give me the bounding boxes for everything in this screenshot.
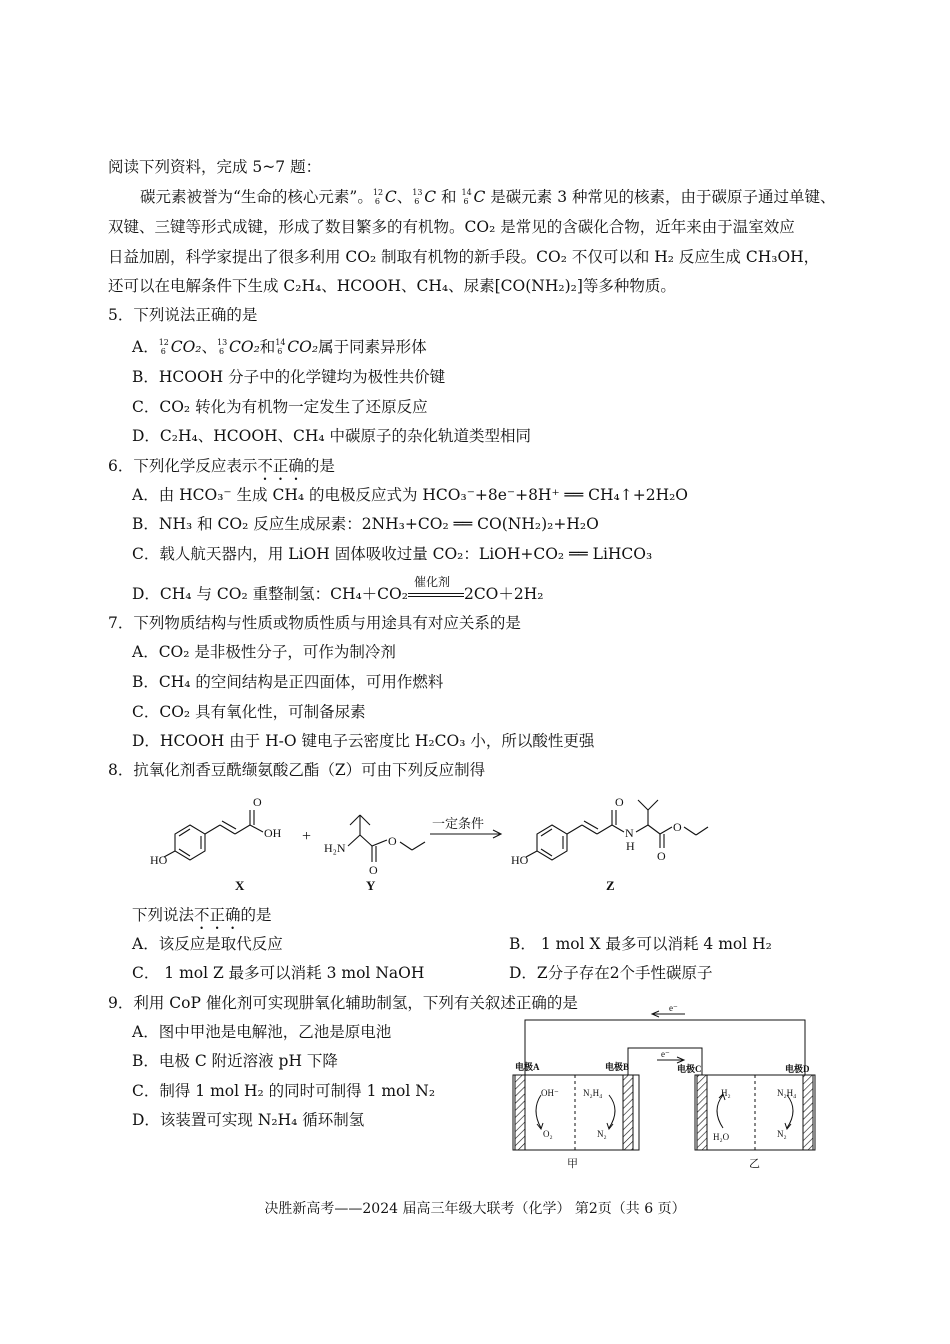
q7-option-d: D．HCOOH 由于 H-O 键电子云密度比 H₂CO₃ 小，所以酸性更强 <box>132 732 595 750</box>
svg-text:N₂H₄: N₂H₄ <box>583 1088 603 1098</box>
svg-text:e⁻: e⁻ <box>661 1049 670 1059</box>
passage-line-1: 碳元素被誉为“生命的核心元素”。 12 6 C、 13 6 C 和 14 6 C 是碳元素 3 种常见的核素，由于碳原子通过单键、 <box>140 188 836 206</box>
svg-text:HO: HO <box>511 853 529 867</box>
svg-text:O: O <box>657 849 666 863</box>
electrode-c <box>697 1075 707 1150</box>
isotope-c13: 13 6 <box>412 188 423 206</box>
q5-stem: 5．下列说法正确的是 <box>108 306 258 324</box>
svg-text:O: O <box>673 820 682 834</box>
electrolysis-diagram <box>505 1000 825 1175</box>
q6-option-d: D．CH₄ 与 CO₂ 重整制氢：CH₄＋CO₂ 催化剂 2CO＋2H₂ <box>132 575 544 603</box>
q8-option-a: A．该反应是取代反应 <box>132 935 283 953</box>
svg-text:HO: HO <box>150 853 168 867</box>
svg-text:e⁻: e⁻ <box>669 1003 678 1013</box>
svg-text:乙: 乙 <box>749 1158 760 1170</box>
passage-line-3: 日益加剧，科学家提出了很多利用 CO₂ 制取有机物的新手段。CO₂ 不仅可以和 H₂ 反应生成 CH₃OH， <box>108 248 820 266</box>
reaction-scheme <box>150 790 720 900</box>
svg-text:X: X <box>235 878 245 893</box>
q9-option-c: C．制得 1 mol H₂ 的同时可制得 1 mol N₂ <box>132 1082 436 1100</box>
q6-option-b: B．NH₃ 和 CO₂ 反应生成尿素：2NH₃+CO₂ ══ CO(NH₂)₂+H₂O <box>132 515 599 533</box>
q9-stem: 9．利用 CoP 催化剂可实现肼氧化辅助制氢，下列有关叙述正确的是 <box>108 994 578 1012</box>
svg-text:OH⁻: OH⁻ <box>541 1088 559 1098</box>
electrode-a <box>515 1075 525 1150</box>
svg-text:Z: Z <box>606 878 615 893</box>
svg-text:O: O <box>388 834 397 848</box>
svg-text:N: N <box>625 826 634 840</box>
q7-option-a: A．CO₂ 是非极性分子，可作为制冷剂 <box>132 643 396 661</box>
svg-text:H₂N: H₂N <box>324 841 346 855</box>
q7-option-c: C．CO₂ 具有氧化性，可制备尿素 <box>132 703 366 721</box>
svg-text:H₂O: H₂O <box>713 1132 730 1142</box>
svg-text:N₂H₄: N₂H₄ <box>777 1088 797 1098</box>
svg-text:O: O <box>615 795 624 809</box>
svg-text:H₂: H₂ <box>721 1088 731 1098</box>
catalyst-arrow: 催化剂 <box>408 584 464 604</box>
svg-text:O: O <box>253 795 262 809</box>
passage-line-4: 还可以在电解条件下生成 C₂H₄、HCOOH、CH₄、尿素[CO(NH₂)₂]等多种物质。 <box>108 277 676 295</box>
page-footer: 决胜新高考——2024 届高三年级大联考（化学） 第2页（共 6 页） <box>264 1201 686 1217</box>
q5-option-a: A． 12 6 CO₂、 13 6 CO₂和 14 6 CO₂属于同素异形体 <box>132 338 427 356</box>
passage-lead: 阅读下列资料，完成 5~7 题： <box>108 158 322 176</box>
svg-text:OH: OH <box>264 826 282 840</box>
svg-text:甲: 甲 <box>567 1158 578 1170</box>
passage-line-2: 双键、三键等形式成键，形成了数目繁多的有机物。CO₂ 是常见的含碳化合物，近年来由于温室效应 <box>108 218 795 236</box>
svg-text:电极B: 电极B <box>605 1062 630 1072</box>
q6-option-a: A．由 HCO₃⁻ 生成 CH₄ 的电极反应式为 HCO₃⁻+8e⁻+8H⁺ ══ CH₄↑+2H₂O <box>132 486 689 504</box>
svg-text:Y: Y <box>366 878 376 893</box>
svg-text:电极A: 电极A <box>515 1062 540 1072</box>
svg-text:O: O <box>369 863 378 877</box>
svg-text:一定条件: 一定条件 <box>432 816 485 831</box>
q8-option-d: D．Z分子存在2个手性碳原子 <box>509 964 713 982</box>
svg-text:电极C: 电极C <box>677 1064 702 1074</box>
q8-option-b: B． 1 mol X 最多可以消耗 4 mol H₂ <box>509 935 772 953</box>
svg-text:电极D: 电极D <box>785 1064 810 1074</box>
electrode-d <box>803 1075 813 1150</box>
q9-option-d: D．该装置可实现 N₂H₄ 循环制氢 <box>132 1111 365 1129</box>
q7-option-b: B．CH₄ 的空间结构是正四面体，可用作燃料 <box>132 673 444 691</box>
isotope-c12: 12 6 <box>372 188 384 206</box>
svg-text:N₂: N₂ <box>597 1129 607 1139</box>
q9-option-b: B．电极 C 附近溶液 pH 下降 <box>132 1052 338 1070</box>
q6-stem: 6．下列化学反应表示不正确的是 <box>108 457 335 475</box>
q7-stem: 7．下列物质结构与性质或物质性质与用途具有对应关系的是 <box>108 614 521 632</box>
q5-option-d: D．C₂H₄、HCOOH、CH₄ 中碳原子的杂化轨道类型相同 <box>132 427 532 445</box>
q8-option-c: C． 1 mol Z 最多可以消耗 3 mol NaOH <box>132 964 425 982</box>
q6-option-c: C．载人航天器内，用 LiOH 固体吸收过量 CO₂：LiOH+CO₂ ══ LiHCO₃ <box>132 545 653 563</box>
q5-option-b: B．HCOOH 分子中的化学键均为极性共价键 <box>132 368 446 386</box>
q8-stem: 8．抗氧化剂香豆酰缬氨酸乙酯（Z）可由下列反应制得 <box>108 761 486 779</box>
q5-option-c: C．CO₂ 转化为有机物一定发生了还原反应 <box>132 398 428 416</box>
q9-option-a: A．图中甲池是电解池，乙池是原电池 <box>132 1023 392 1041</box>
svg-text:H: H <box>626 839 635 853</box>
svg-text:+: + <box>302 828 312 845</box>
isotope-c14: 14 6 <box>461 188 472 206</box>
svg-text:O₂: O₂ <box>543 1129 553 1139</box>
svg-text:N₂: N₂ <box>777 1129 787 1139</box>
q8-sub-stem: 下列说法不正确的是 <box>132 906 272 924</box>
electrode-b <box>623 1075 633 1150</box>
